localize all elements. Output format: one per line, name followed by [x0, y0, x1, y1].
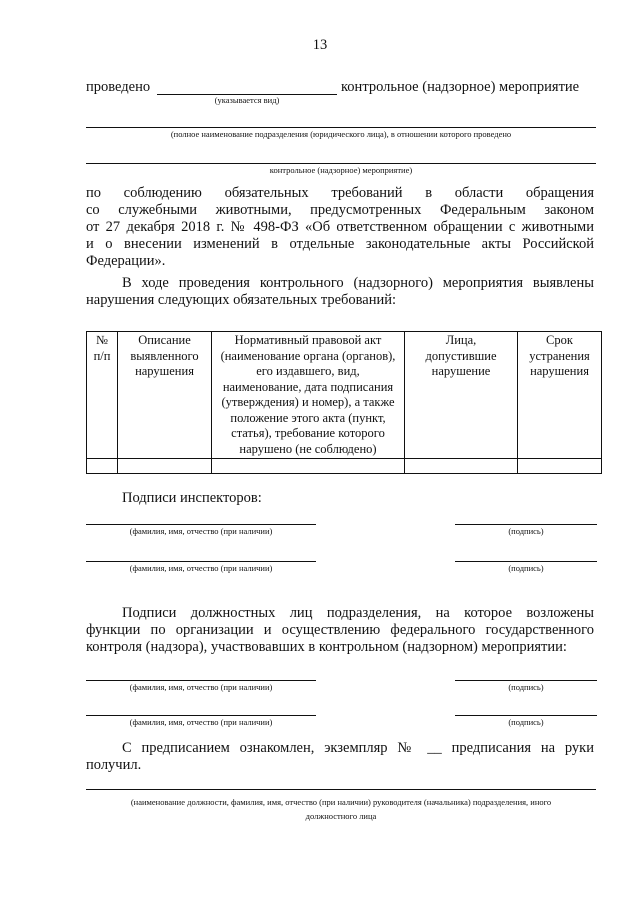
- inspector-sign-line-2: [455, 561, 597, 562]
- header-line: (утверждения) и номер), а также: [221, 395, 395, 409]
- officials-line: контроля (надзора), участвовавших в контрольном (надзорном) мероприятии:: [86, 639, 567, 655]
- inspector-name-caption-2: (фамилия, имя, отчество (при наличии): [129, 563, 273, 573]
- inspector-sign-caption-1: (подпись): [508, 526, 544, 536]
- header-line: нарушения: [135, 364, 194, 378]
- table-cell: [518, 459, 602, 474]
- officials-line: функции по организации и осуществлению федерального государственного: [86, 622, 594, 638]
- official-sign-line-1: [455, 680, 597, 681]
- col-persons-header: [405, 332, 518, 459]
- official-sign-line-2: [455, 715, 597, 716]
- inspector-name-caption-1: (фамилия, имя, отчество (при наличии): [129, 526, 273, 536]
- inspector-name-line-1: [86, 524, 316, 525]
- col-number-header: [87, 332, 118, 459]
- head-caption-2: должностного лица: [305, 811, 377, 821]
- header-line: наименование, дата подписания: [222, 379, 394, 394]
- header-line: положение этого акта (пункт,: [230, 410, 386, 425]
- unit-line-2: [86, 163, 596, 164]
- official-sign-caption-1: (подпись): [508, 682, 544, 692]
- unit-caption-2: контрольное (надзорное) мероприятие): [269, 165, 413, 175]
- table-cell: [87, 459, 118, 474]
- header-line: п/п: [93, 348, 111, 363]
- col-act-header: [212, 332, 405, 459]
- official-name-caption-1: (фамилия, имя, отчество (при наличии): [129, 682, 273, 692]
- compliance-paragraph: [86, 185, 594, 270]
- acquaint-paragraph: [86, 740, 594, 774]
- table-header-row: [87, 332, 602, 459]
- header-line: нарушено (не соблюдено): [239, 441, 377, 456]
- table-row: [87, 459, 602, 474]
- header-line: нарушение: [431, 364, 491, 378]
- compliance-line: Федерации».: [86, 253, 166, 269]
- compliance-line: по соблюдению обязательных требований в области обращения: [86, 185, 594, 201]
- compliance-line: от 27 декабря 2018 г. № 498-ФЗ «Об ответственном обращении с животными: [86, 219, 594, 235]
- violations-intro: [86, 275, 594, 309]
- violations-intro-line: В ходе проведения контрольного (надзорного) мероприятия выявлены: [122, 275, 594, 291]
- table-cell: [118, 459, 212, 474]
- table-cell: [212, 459, 405, 474]
- inspectors-title: Подписи инспекторов:: [122, 490, 262, 506]
- col-description-header: [118, 332, 212, 459]
- unit-caption-1: (полное наименование подразделения (юридического лица), в отношении которого проведено: [170, 129, 512, 139]
- inspector-sign-caption-2: (подпись): [508, 563, 544, 573]
- head-caption-1: (наименование должности, фамилия, имя, отчество (при наличии) руководителя (начальника) подразделения, иного: [130, 797, 552, 807]
- header-line: №: [96, 333, 108, 347]
- compliance-line: и о внесении изменений в отдельные законодательные акты Российской: [86, 236, 594, 252]
- header-line: Описание: [138, 333, 191, 347]
- table-cell: [405, 459, 518, 474]
- header-line: (наименование органа (органов),: [220, 348, 396, 363]
- page-number: 13: [312, 37, 328, 53]
- header-line: устранения: [529, 348, 590, 363]
- acquaint-line: получил.: [86, 757, 142, 773]
- head-line: [86, 789, 596, 790]
- col-deadline-header: [518, 332, 602, 459]
- compliance-line: со служебными животными, предусмотренных Федеральным законом: [86, 202, 594, 218]
- official-sign-caption-2: (подпись): [508, 717, 544, 727]
- header-line: нарушения: [530, 364, 589, 378]
- acquaint-line: С предписанием ознакомлен, экземпляр № __ предписания на руки: [122, 740, 594, 756]
- official-name-caption-2: (фамилия, имя, отчество (при наличии): [129, 717, 273, 727]
- header-line: Нормативный правовой акт: [234, 333, 382, 347]
- unit-line-1: [86, 127, 596, 128]
- officials-paragraph: [86, 605, 594, 656]
- header-line: выявленного: [130, 348, 199, 363]
- official-name-line-2: [86, 715, 316, 716]
- conducted-label: проведено: [86, 79, 151, 95]
- kind-caption: (указывается вид): [214, 95, 280, 105]
- inspector-sign-line-1: [455, 524, 597, 525]
- header-line: его издавшего, вид,: [256, 364, 360, 378]
- officials-line: Подписи должностных лиц подразделения, на которое возложены: [122, 605, 594, 621]
- header-line: Лица,: [445, 333, 477, 347]
- event-label: контрольное (надзорное) мероприятие: [341, 79, 580, 95]
- header-line: статья), требование которого: [231, 426, 385, 440]
- violations-intro-line: нарушения следующих обязательных требований:: [86, 292, 397, 308]
- violations-table: [86, 331, 602, 474]
- header-line: Срок: [546, 333, 573, 347]
- official-name-line-1: [86, 680, 316, 681]
- header-line: допустившие: [425, 348, 497, 363]
- inspector-name-line-2: [86, 561, 316, 562]
